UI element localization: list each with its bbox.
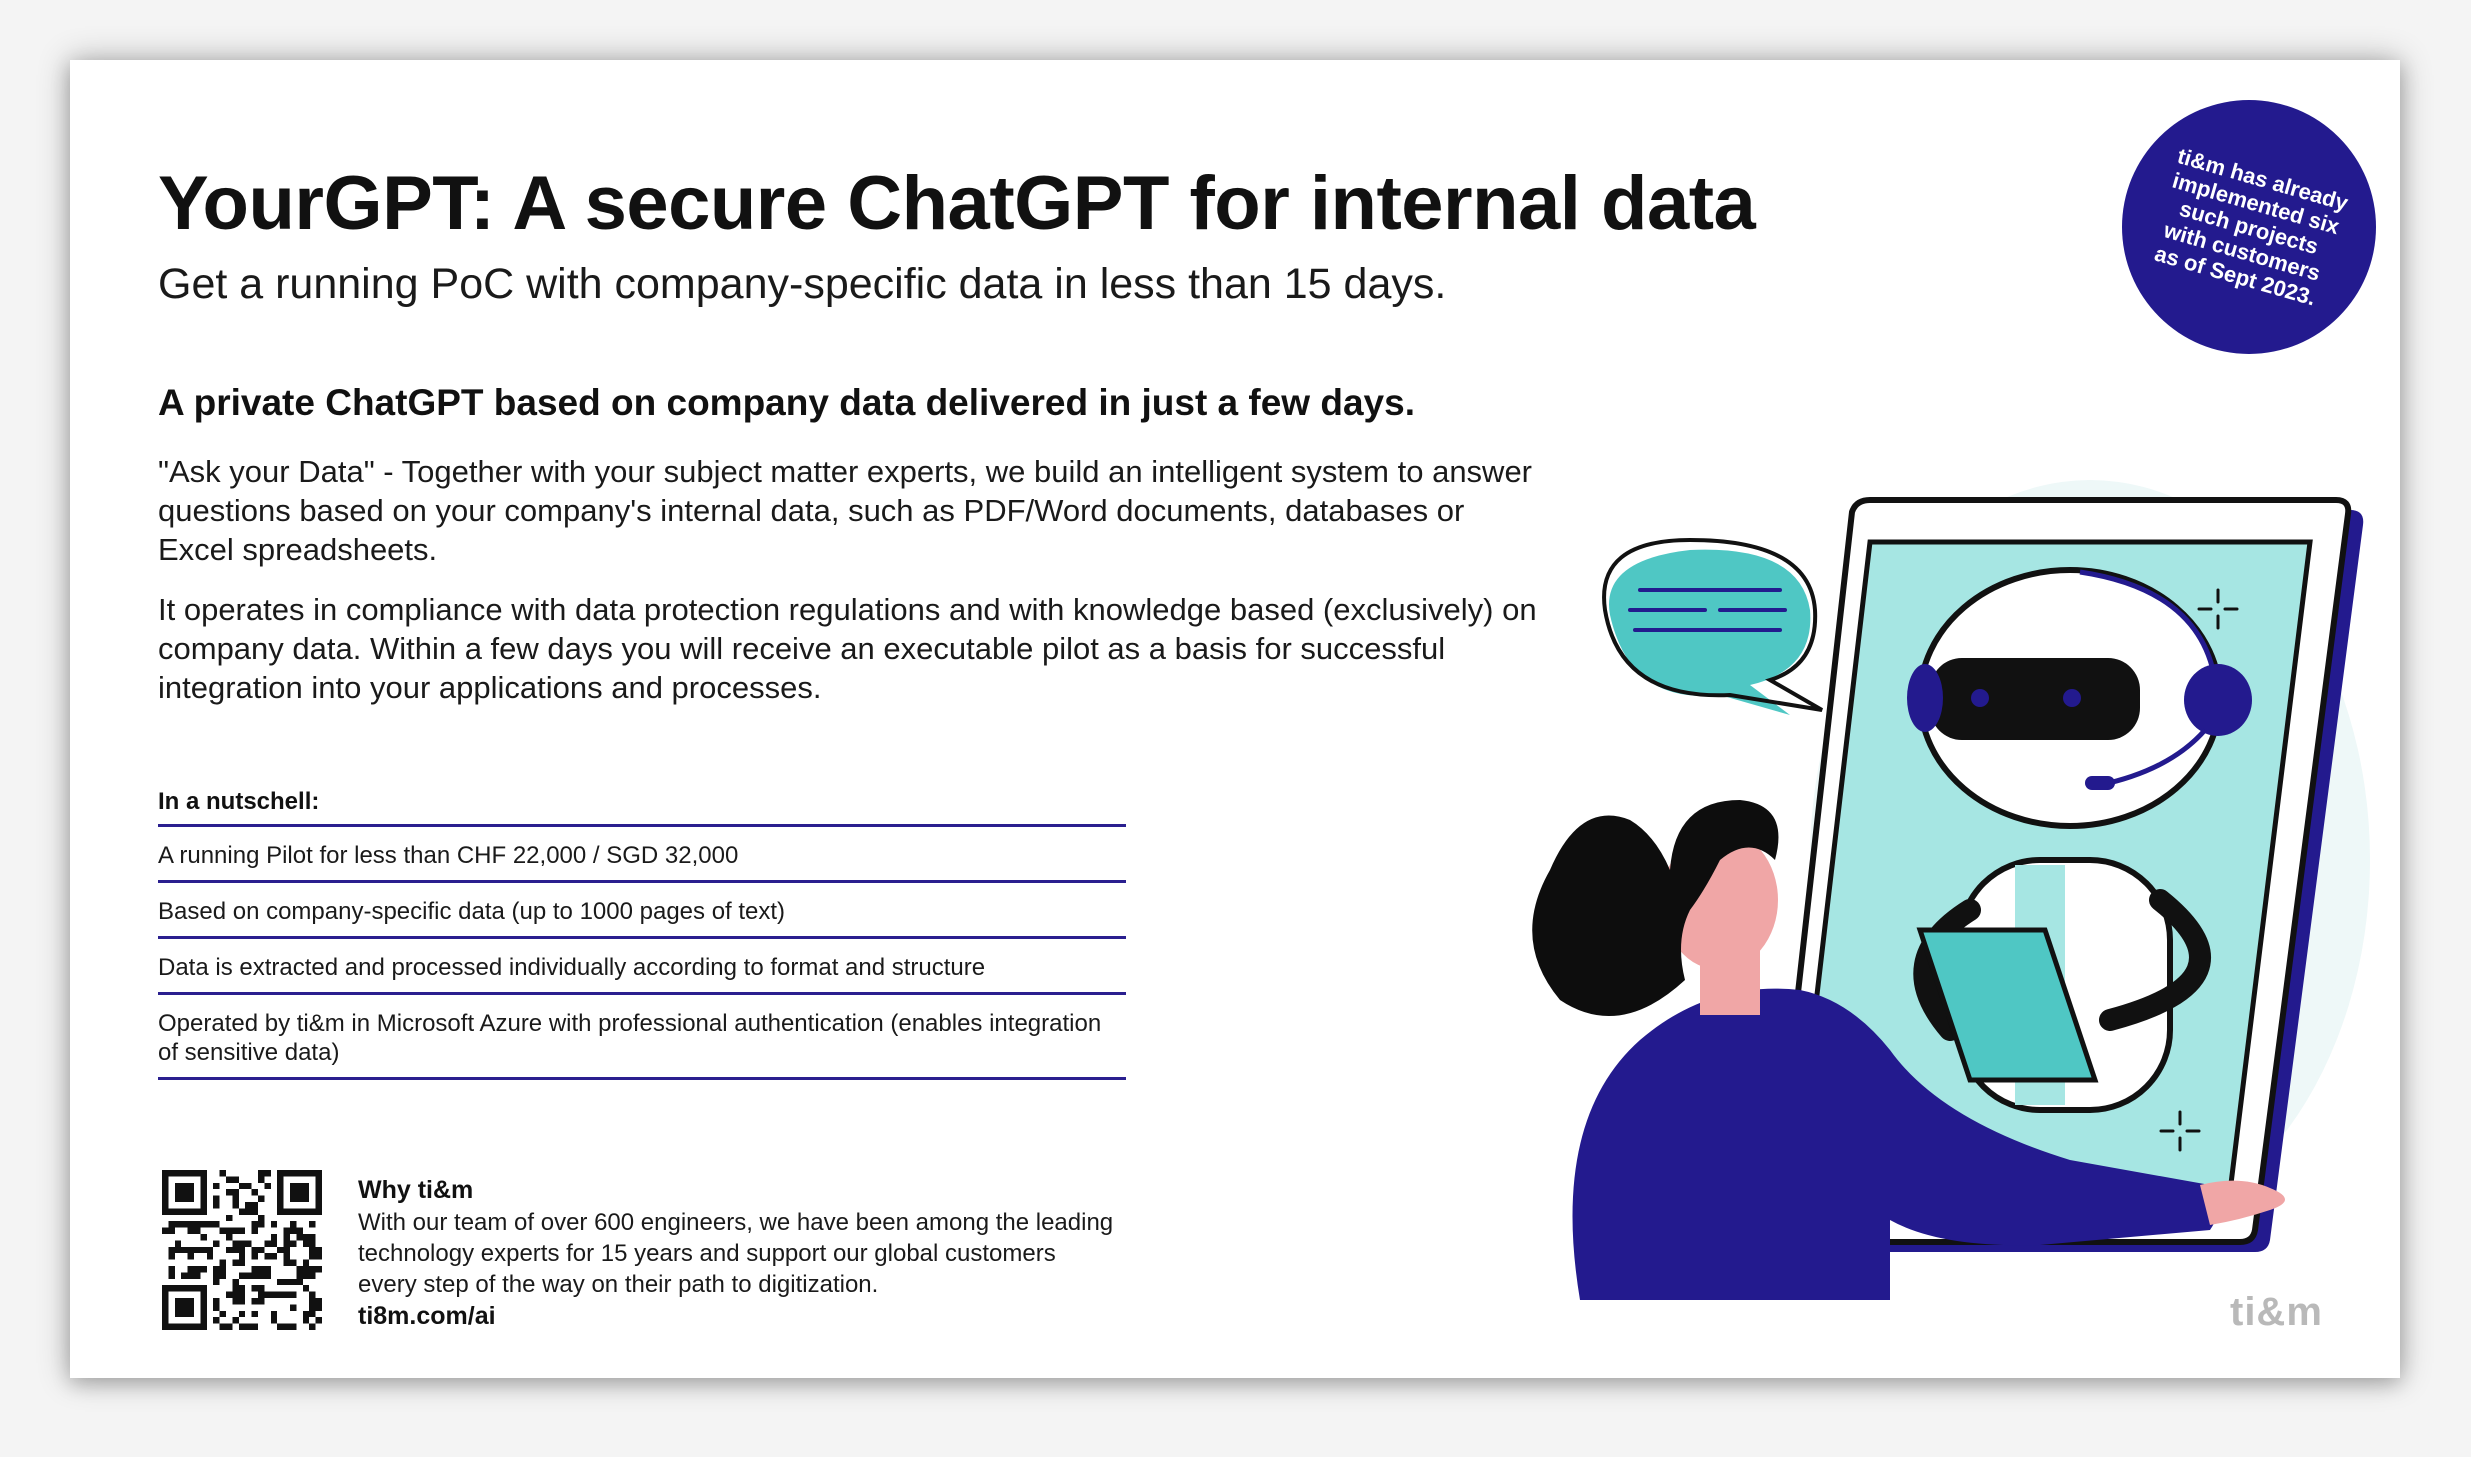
why-title: Why ti&m [358, 1176, 474, 1204]
slide [70, 60, 2400, 1378]
headset-ear-right [2184, 664, 2252, 736]
page-subtitle: Get a running PoC with company-specific data in less than 15 days. [158, 260, 1447, 308]
intro-paragraph-2: It operates in compliance with data protection regulations and with knowledge based (exclusively) on company data. Within a few days you will receive an executable pilot as a basis for successful integration into your applications and processes. [158, 592, 1537, 705]
nutshell-item: Based on company-specific data (up to 1000 pages of text) [158, 883, 1126, 939]
tim-logo: ti&m [2230, 1290, 2323, 1334]
chatbot-eye-left [1971, 689, 1989, 707]
chatbot-eye-right [2063, 689, 2081, 707]
website-link[interactable]: ti8m.com/ai [358, 1302, 496, 1330]
why-text: With our team of over 600 engineers, we have been among the leading technology experts for 15 years and support our global customers every step of the way on their path to digitization. [358, 1209, 1114, 1298]
woman-chatbot-phone-illustration [1470, 440, 2370, 1320]
chatbot-visor [1930, 658, 2140, 740]
section-heading: A private ChatGPT based on company data delivered in just a few days. [158, 382, 1415, 423]
headset-mic-tip [2085, 776, 2115, 790]
nutshell-item: Data is extracted and processed individually according to format and structure [158, 939, 1126, 995]
nutshell-box [158, 788, 1126, 1080]
projects-badge-text: ti&m has already implemented six such projects with customers as of Sept 2023. [2151, 142, 2351, 310]
nutshell-item: A running Pilot for less than CHF 22,000 / SGD 32,000 [158, 827, 1126, 883]
nutshell-item: Operated by ti&m in Microsoft Azure with professional authentication (enables integration of sensitive data) [158, 995, 1126, 1080]
projects-badge [2122, 100, 2376, 354]
page-title: YourGPT: A secure ChatGPT for internal data [158, 161, 1756, 246]
why-section [358, 1176, 1118, 1331]
intro-paragraph-1: "Ask your Data" - Together with your subject matter experts, we build an intelligent system to answer questions based on your company's internal data, such as PDF/Word documents, databases or Excel spreadsheets. [158, 454, 1533, 567]
nutshell-title: In a nutschell: [158, 788, 1126, 827]
speech-bubble-icon [1609, 550, 1810, 715]
nutshell-list [158, 827, 1126, 1080]
headset-ear-left [1907, 664, 1943, 732]
qr-code-icon[interactable] [162, 1170, 322, 1330]
